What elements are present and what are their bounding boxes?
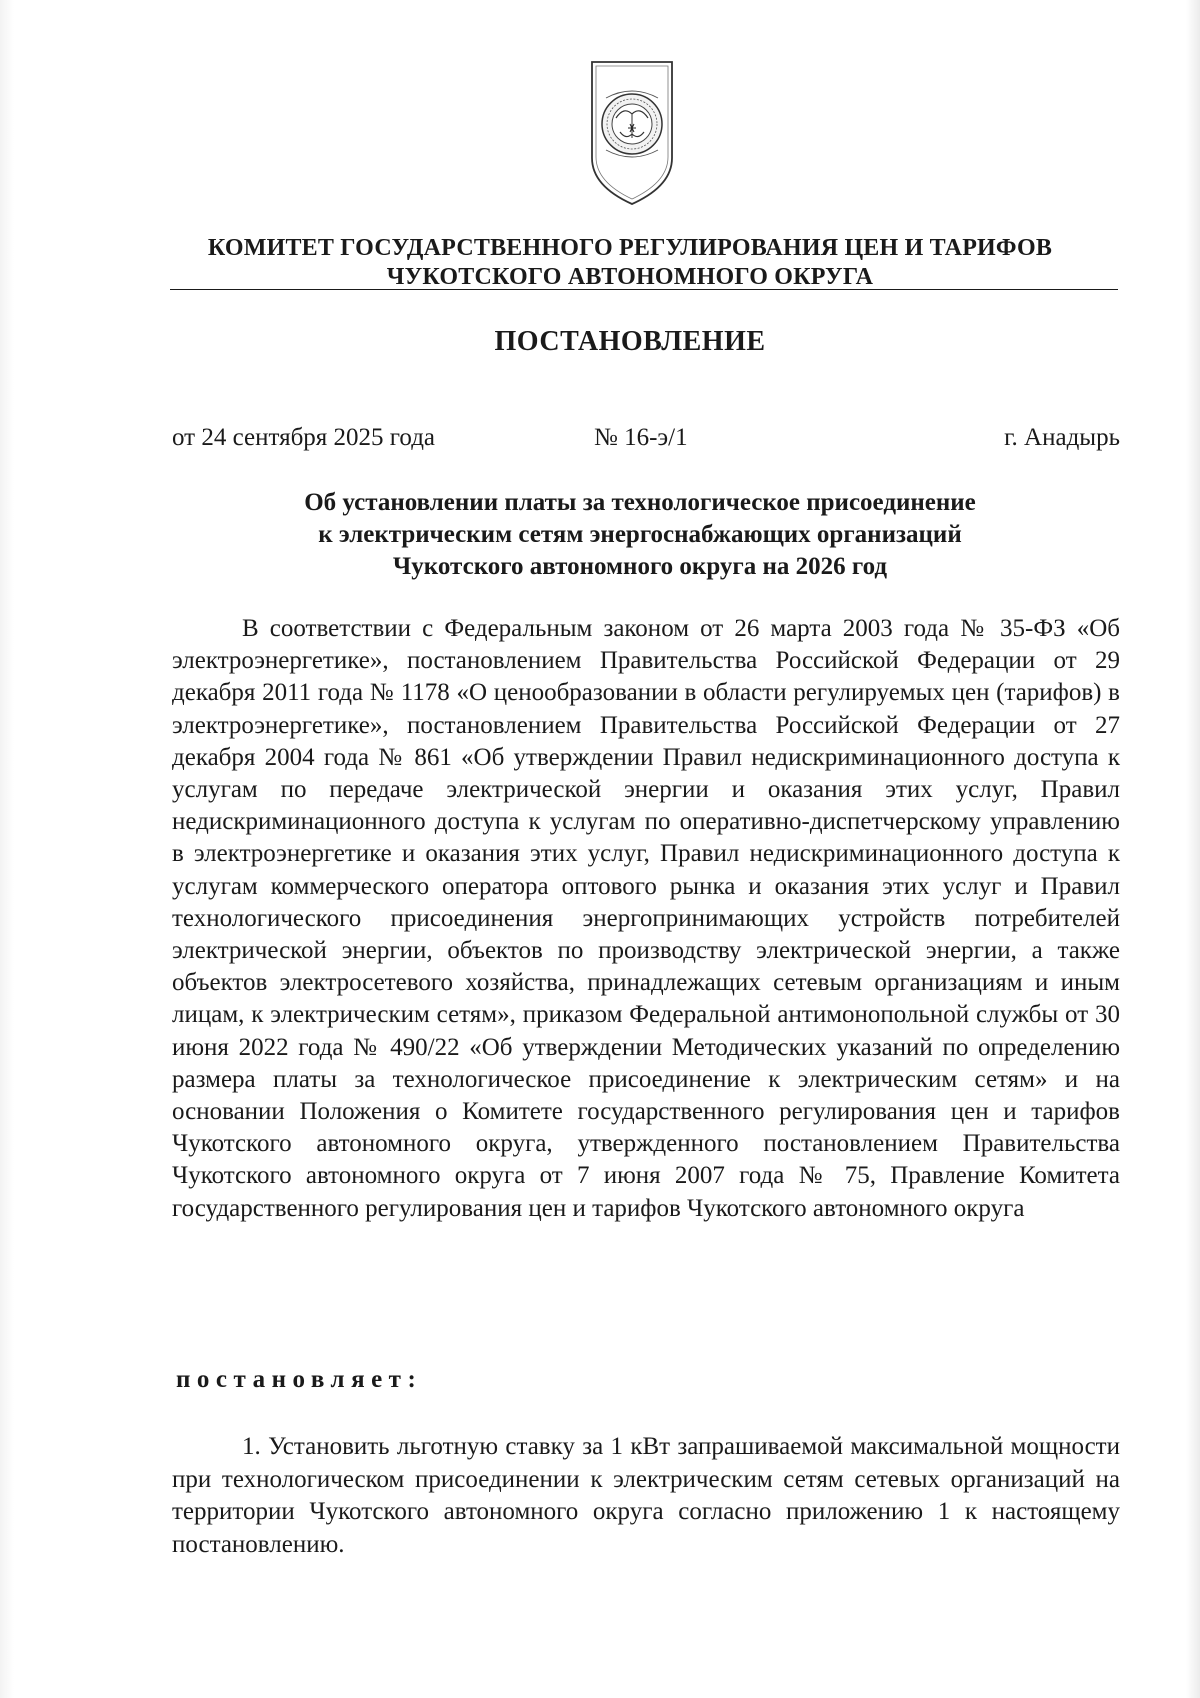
document-type: ПОСТАНОВЛЕНИЕ	[494, 326, 766, 357]
item-1-paragraph	[172, 1431, 1120, 1561]
document-title	[160, 487, 1120, 583]
title-line: к электрическим сетям энергоснабжающих организаций	[318, 521, 962, 548]
header-divider	[170, 289, 1118, 290]
preamble-paragraph	[172, 613, 1120, 1225]
document-meta	[172, 424, 1120, 458]
preamble-text: В соответствии с Федеральным законом от 26 марта 2003 года № 35-ФЗ «Об электроэнергетике», постановлением Правительства Российской Федерации от 29 декабря 2011 года № 1178 «О ценообразовании в области регулируемых цен (тарифов) в электроэнергетике», постановлением Правительства Российской Федерации от 27 декабря 2004 года № 861 «Об утверждении Правил недискриминационного доступа к услугам по передаче электрической энергии и оказания этих услуг, Правил недискриминационного доступа к услугам по оперативно-диспетчерскому управлению в электроэнергетике и оказания этих услуг, Правил недискриминационного доступа к услугам коммерческого оператора оптового рынка и оказания этих услуг и Правил технологического присоединения энергопринимающих устройств потребителей электрической энергии, объектов по производству электрической энергии, а также объектов электросетевого хозяйства, принадлежащих сетевым организациям и иным лицам, к электрическим сетям», приказом Федеральной антимонопольной службы от 30 июня 2022 года № 490/22 «Об утверждении Методических указаний по определению размера платы за технологическое присоединение к электрическим сетям» и на основании Положения о Комитете государственного регулирования цен и тарифов Чукотского автономного округа, утвержденного постановлением Правительства Чукотского автономного округа от 7 июня 2007 года № 75, Правление Комитета государственного регулирования цен и тарифов Чукотского автономного округа	[172, 615, 1120, 1222]
document-number: № 16-э/1	[594, 424, 688, 451]
document-city: г. Анадырь	[1004, 424, 1120, 451]
organization-line-2: ЧУКОТСКОГО АВТОНОМНОГО ОКРУГА	[386, 264, 874, 290]
title-line: Об установлении платы за технологическое присоединение	[304, 489, 976, 516]
title-line: Чукотского автономного округа на 2026 год	[392, 553, 888, 580]
scan-edge-right	[1186, 0, 1200, 1698]
organization-name	[160, 234, 1100, 292]
scan-edge-left	[0, 0, 14, 1698]
item-1-text: 1. Установить льготную ставку за 1 кВт запрашиваемой максимальной мощности при технологическом присоединении к электрическим сетям сетевых организаций на территории Чукотского автономного округа согласно приложению 1 к настоящему постановлению.	[172, 1433, 1120, 1558]
resolves-heading: постановляет:	[176, 1366, 423, 1393]
document-date: от 24 сентября 2025 года	[172, 424, 436, 451]
organization-line-1: КОМИТЕТ ГОСУДАРСТВЕННОГО РЕГУЛИРОВАНИЯ ЦЕН И ТАРИФОВ	[207, 235, 1053, 261]
chukotka-coat-of-arms-icon	[586, 58, 678, 208]
